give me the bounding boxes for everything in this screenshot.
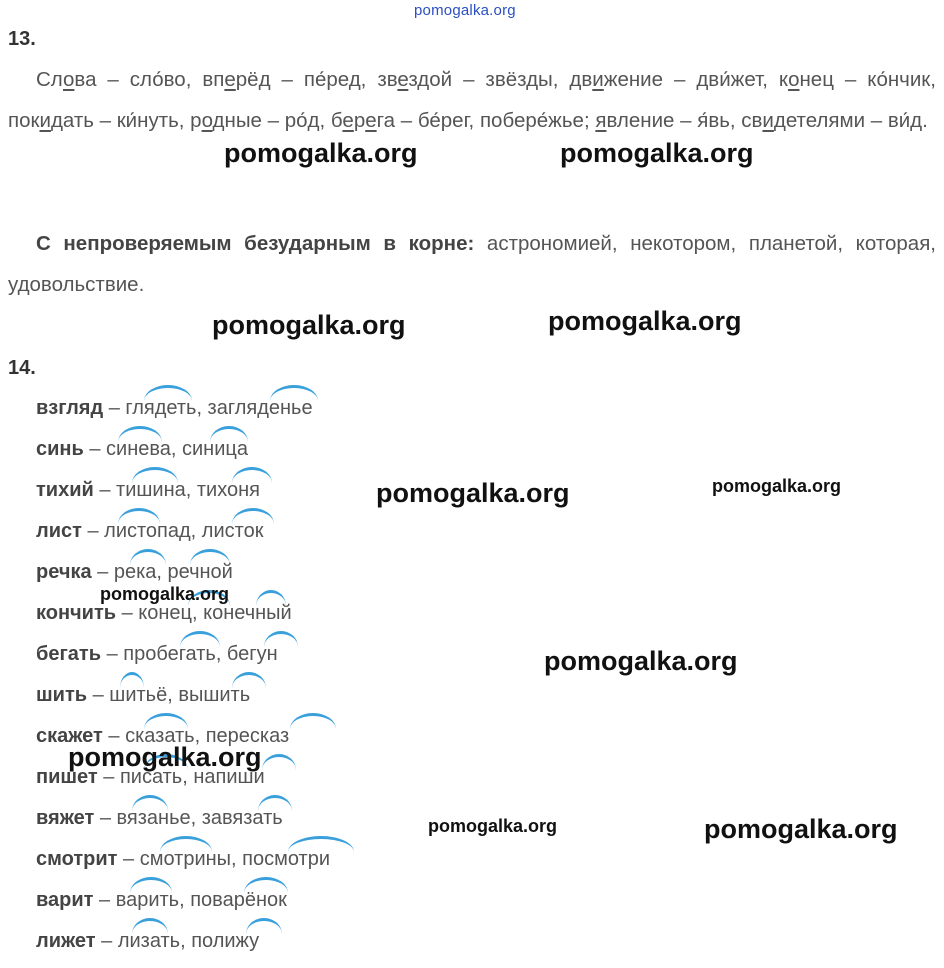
head-word: шить [36,684,88,706]
watermark: pomogalka.org [212,310,406,340]
head-word: тихий [36,479,94,501]
related-words: – писать, напиши [97,766,265,788]
paragraph-2-label: С непроверяемым безударным в корне: [36,232,475,255]
head-word: вяжет [36,807,95,829]
related-words: – шитьё, вышить [87,684,251,706]
head-word: варит [36,889,94,911]
related-words: – конец, конечный [116,602,292,624]
site-watermark-top: pomogalka.org [414,2,516,19]
head-word: пишет [36,766,98,788]
related-words: – сказать, пересказ [102,725,290,747]
head-word: лист [36,520,82,542]
exercise-13-paragraph-1: Слова – сло́во, вперёд – пе́ред, звездой – звёзды, движение – дви́жет, конец – ко́нчик, покидать – ки́нуть, родные – ро́д, берега – бе́рег, побере́жье; явление – я́вь, свидетелями – ви́д. [8,68,936,132]
head-word: лижет [36,930,96,952]
watermark: pomogalka.org [224,138,418,168]
related-words: – река, речной [91,561,233,583]
root-arc-icon [290,713,336,729]
related-words: – тишина, тихоня [93,479,260,501]
related-words: – лизать, полижу [95,930,260,952]
related-words: – вязанье, завязать [94,807,283,829]
watermark: pomogalka.org [544,646,738,676]
related-words: – смотрины, посмотри [117,848,330,870]
head-word: смотрит [36,848,118,870]
watermark: pomogalka.org [548,306,742,336]
exercise-13-number: 13. [8,28,36,50]
watermark: pomogalka.org [712,476,842,496]
related-words: – глядеть, загляденье [103,397,313,419]
exercise-13-paragraph-2 [8,223,936,305]
watermark: pomogalka.org [376,478,570,508]
watermark: pomogalka.org [428,816,558,836]
paragraph-2-text: астрономией, некотором, планетой, которая, удовольствие. [8,232,936,296]
head-word: кончить [36,602,117,624]
related-words: – пробегать, бегун [101,643,278,665]
head-word: взгляд [36,397,104,419]
related-words: – листопад, листок [81,520,264,542]
related-words: – синева, синица [83,438,248,460]
related-words: – варить, поварёнок [93,889,287,911]
watermark: pomogalka.org [560,138,754,168]
exercise-14-number: 14. [8,357,36,379]
head-word: синь [36,438,84,460]
watermark: pomogalka.org [704,814,898,844]
head-word: скажет [36,725,103,747]
watermark: pomogalka.org [100,584,230,604]
head-word: речка [36,561,92,583]
head-word: бегать [36,643,102,665]
word-row [36,634,278,675]
watermark: pomogalka.org [68,742,262,772]
